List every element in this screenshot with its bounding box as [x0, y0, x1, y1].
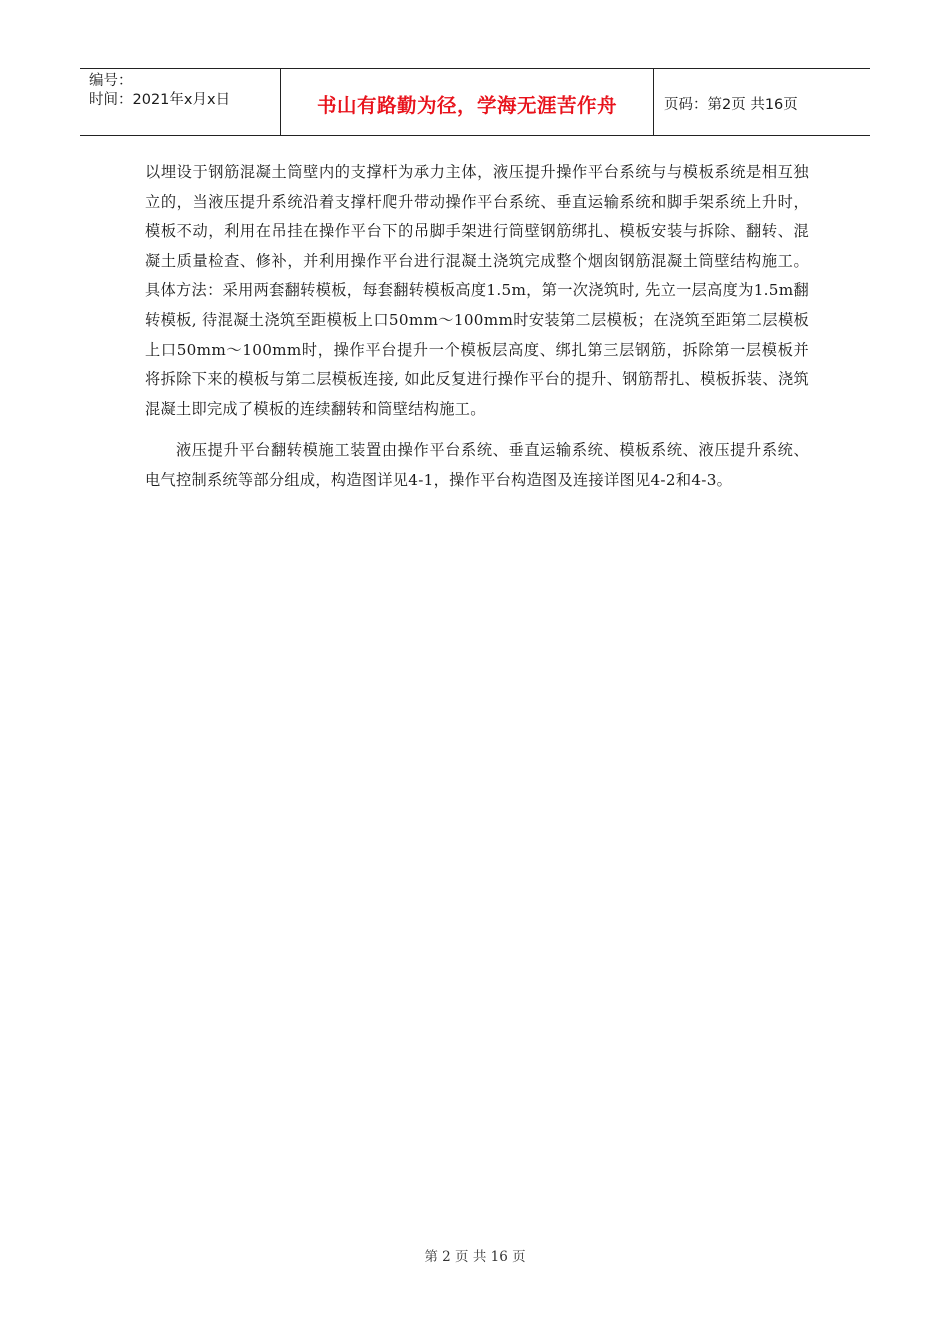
body-paragraph: 液压提升平台翻转模施工装置由操作平台系统、垂直运输系统、模板系统、液压提升系统、电气控制系统等部分组成，构造图详见4-1，操作平台构造图及连接详图见4-2和4-3。	[145, 441, 809, 489]
body-paragraph: 以埋设于钢筋混凝土筒壁内的支撑杆为承力主体，液压提升操作平台系统与与模板系统是相互独立的，当液压提升系统沿着支撑杆爬升带动操作平台系统、垂直运输系统和脚手架系统上升时，模板不动，利用在吊挂在操作平台下的吊脚手架进行筒壁钢筋绑扎、模板安装与拆除、翻转、混凝土质量检查、修补，并利用操作平台进行混凝土浇筑完成整个烟囱钢筋混凝土筒壁结构施工。具体方法：采用两套翻转模板，每套翻转模板高度1.5m，第一次浇筑时, 先立一层高度为1.5m翻转模板, 待混凝土浇筑至距模板上口50mm～100mm时安装第二层模板；在浇筑至距第二层模板上口50mm～100mm时，操作平台提升一个模板层高度、绑扎第三层钢筋，拆除第一层模板并将拆除下来的模板与第二层模板连接, 如此反复进行操作平台的提升、钢筋帮扎、模板拆装、浇筑混凝土即完成了模板的连续翻转和筒壁结构施工。	[145, 163, 809, 418]
header-page-number: 页码：第2页 共16页	[664, 96, 798, 113]
header-meta	[80, 69, 281, 135]
footer-page-number: 第 2 页 共 16 页	[424, 1249, 526, 1265]
page-header	[80, 68, 870, 136]
header-page-cell	[654, 69, 870, 135]
document-number-label: 编号：	[89, 73, 133, 89]
header-motto: 书山有路勤为径，学海无涯苦作舟	[316, 94, 617, 117]
document-date-label: 时间：2021年x月x日	[89, 92, 231, 108]
header-motto-cell	[281, 69, 654, 135]
document-body	[145, 158, 809, 496]
page-footer	[0, 1245, 950, 1265]
